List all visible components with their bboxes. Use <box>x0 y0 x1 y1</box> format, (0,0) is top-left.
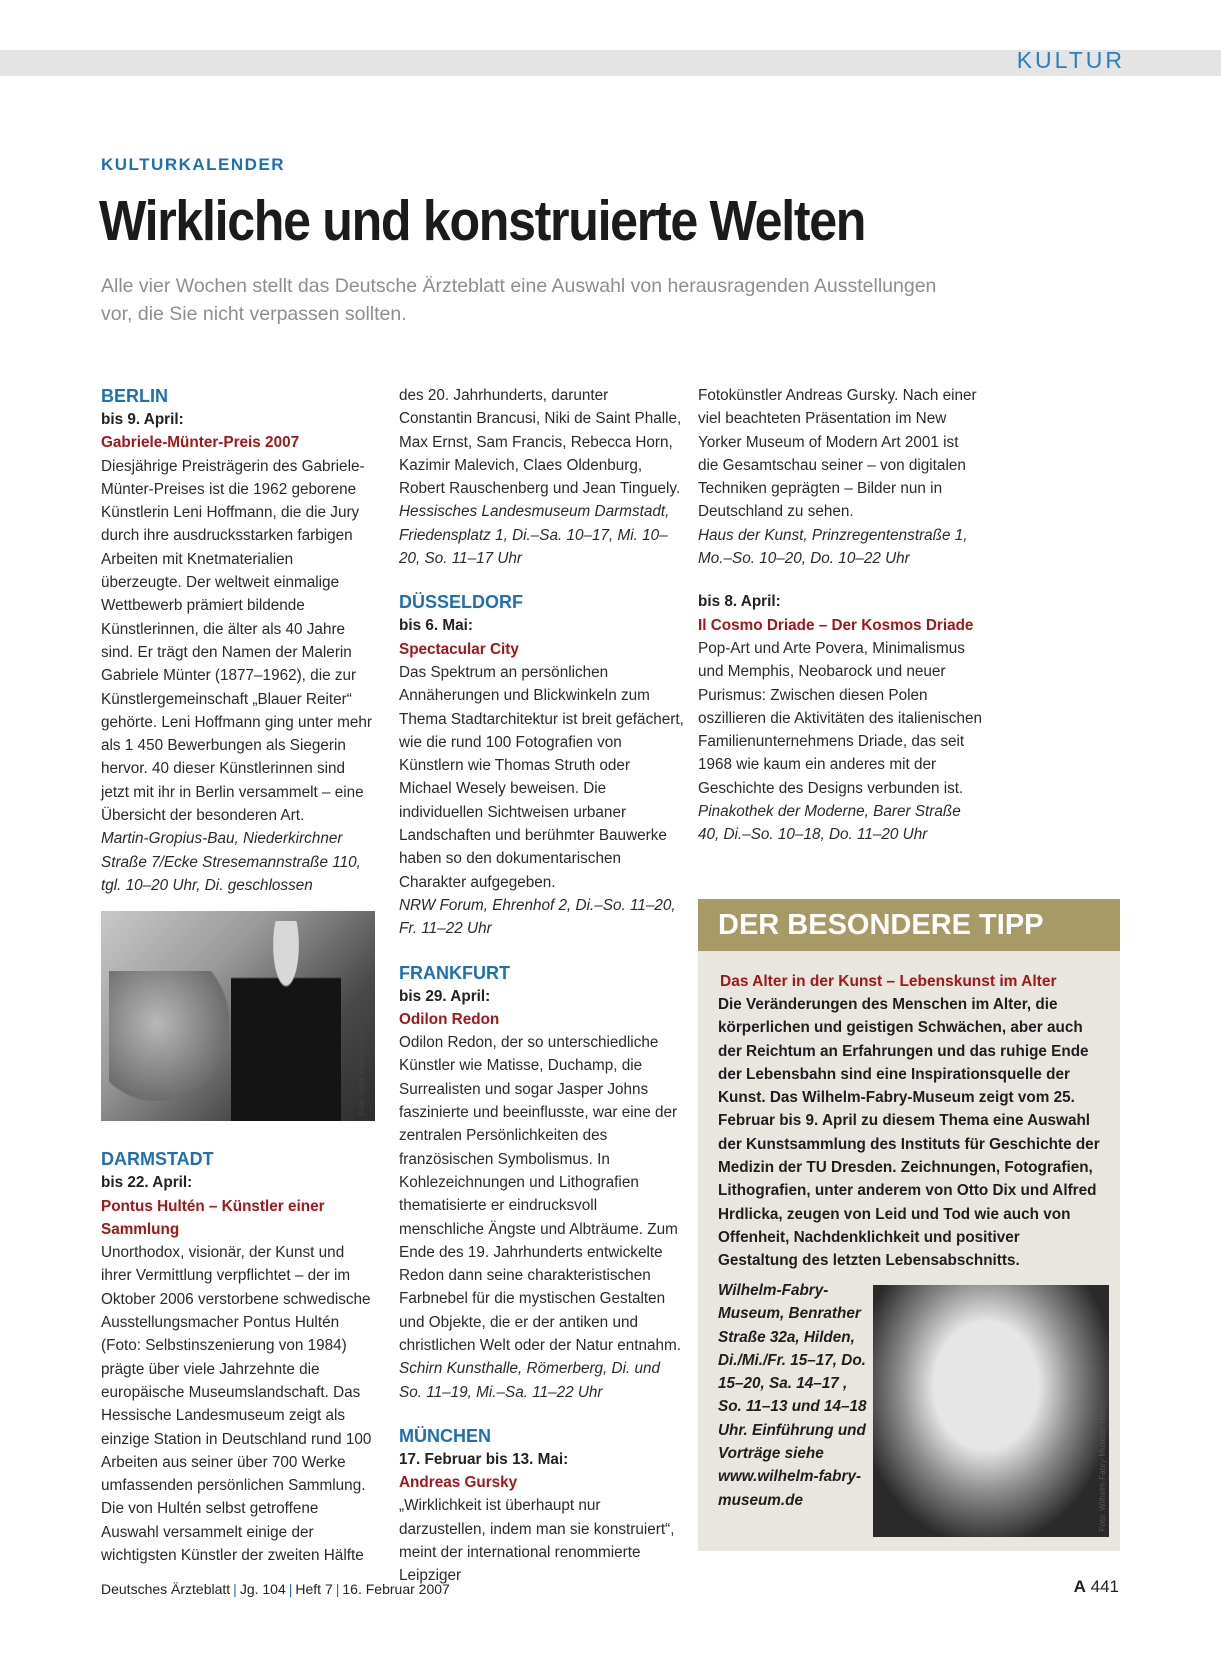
tip-body: Die Veränderungen des Menschen im Alter, die körperlichen und geistigen Schwächen, aber auch der Reichtum an Erfahrungen und das ruhige Ende der Lebensbahn sind eine Inspirationsquelle der Kunst. Das Wilhelm-Fabry-Museum zeigt vom 25. Februar bis 9. April zu diesem Thema eine Auswahl der Kunstsammlung des Instituts für Geschichte der Medizin der TU Dresden. Zeichnungen, Fotografien, Lithografien, unter anderem von Otto Dix und Alfred Hrdlicka, zeugen von Leid und Tod wie auch von Offenheit, Nachdenklichkeit und positiver Gestaltung des letzten Lebensabschnitts. <box>718 996 1100 1270</box>
photo-elderly-man <box>873 1285 1109 1537</box>
tip-venue: Wilhelm-Fabry-Museum, Benrather Straße 32a, Hilden, Di./Mi./Fr. 15–17, Do. 15–20, Sa. 14–17 , So. 11–13 und 14–18 Uhr. Einführung und Vorträge siehe www.wilhelm-fabry-museum.de <box>718 1282 867 1509</box>
entry-body: Odilon Redon, der so unterschiedliche Künstler wie Matisse, Duchamp, die Surrealisten und sogar Jasper Johns faszinierte und beeinflusste, war eine der zentralen Persönlichkeiten des französischen Symbolismus. In Kohlezeichnungen und Lithografien thematisierte er eindrucksvoll menschliche Ängste und Albträume. Zum Ende des 19. Jahrhunderts entwickelte Redon dann seine charakteristischen Farbnebel für die mystischen Gestalten und Objekte, die er der antiken und christlichen Welt oder der Natur entnahm. <box>399 1034 681 1354</box>
photo-person-shape <box>231 921 341 1121</box>
issue-date: 16. Februar 2007 <box>342 1581 450 1597</box>
city-heading: MÜNCHEN <box>399 1425 491 1446</box>
column-3 <box>698 384 983 847</box>
entry-body: „Wirklichkeit ist überhaupt nur darzustellen, indem man sie konstruiert“, meint der international renommierte Leipziger <box>399 1497 675 1585</box>
entry-title: Andreas Gursky <box>399 1474 518 1492</box>
section-label: KULTUR <box>1016 47 1125 73</box>
entry-date: bis 22. April: <box>101 1174 193 1192</box>
footer-citation: Deutsches Ärzteblatt | Jg. 104 | Heft 7 | 16. Februar 2007 <box>101 1581 450 1597</box>
journal-name: Deutsches Ärzteblatt <box>101 1581 231 1597</box>
kicker: KULTURKALENDER <box>101 155 286 174</box>
city-heading: FRANKFURT <box>399 962 510 983</box>
entry-date: bis 8. April: <box>698 593 781 611</box>
entry-date: bis 6. Mai: <box>399 617 473 635</box>
entry-muenchen <box>399 1424 684 1588</box>
entry-title: Il Cosmo Driade – Der Kosmos Driade <box>698 616 974 634</box>
entry-title: Pontus Hultén – Künstler einer Sammlung <box>101 1197 325 1238</box>
entry-title: Spectacular City <box>399 640 519 658</box>
entry-venue: Haus der Kunst, Prinzregentenstraße 1, Mo.–So. 10–20, Do. 10–22 Uhr <box>698 526 968 568</box>
entry-body: Pop-Art und Arte Povera, Minimalismus und Memphis, Neobarock und neuer Purismus: Zwischen diesen Polen oszillieren die Aktivitäten des italienischen Familienunternehmens Driade, das seit 1968 wie kaum ein anderes mit der Geschichte des Designs verbunden ist. <box>698 639 983 797</box>
entry-date: bis 29. April: <box>399 987 491 1005</box>
entry-venue: Martin-Gropius-Bau, Niederkirchner Straße 7/Ecke Stresemannstraße 110, tgl. 10–20 Uhr, Di. geschlossen <box>101 830 361 894</box>
page-prefix: A <box>1073 1577 1086 1596</box>
intro-text: Alle vier Wochen stellt das Deutsche Ärzteblatt eine Auswahl von herausragenden Ausstellungen vor, die Sie nicht verpassen sollten. <box>101 275 937 325</box>
city-heading: BERLIN <box>101 386 168 406</box>
entry-duesseldorf <box>399 590 684 940</box>
entry-body: Unorthodox, visionär, der Kunst und ihrer Vermittlung verpflichtet – der im Oktober 2006 verstorbene schwedische Ausstellungsmacher Pontus Hultén (Foto: Selbstinszenierung von 1984) prägte über viele Jahrzehnte die europäische Museumslandschaft. Das Hessische Landesmuseum zeigt als einzige Station in Deutschland rund 100 Arbeiten aus seiner über 700 Werke umfassenden persönlichen Sammlung. Die von Hultén selbst getroffene Auswahl versammelt einige der wichtigsten Künstler der zweiten Hälfte <box>101 1244 372 1564</box>
headline: Wirkliche und konstruierte Welten <box>99 189 866 253</box>
page-number <box>1074 1577 1119 1597</box>
column-1 <box>101 384 376 1567</box>
entry-berlin <box>101 384 376 897</box>
entry-venue: NRW Forum, Ehrenhof 2, Di.–So. 11–20, Fr. 11–22 Uhr <box>399 896 676 938</box>
city-heading: DARMSTADT <box>101 1149 214 1170</box>
entry-title: Odilon Redon <box>399 1010 500 1028</box>
issue: Heft 7 <box>295 1581 333 1597</box>
entry-body-continued: des 20. Jahrhunderts, darunter Constantin Brancusi, Niki de Saint Phalle, Max Ernst, Sam Francis, Rebecca Horn, Kazimir Malevich, Claes Oldenburg, Robert Rauschenberg und Jean Tinguely. <box>399 387 682 498</box>
tip-title: Das Alter in der Kunst – Lebenskunst im Alter <box>720 973 1057 990</box>
entry-darmstadt <box>101 1147 376 1567</box>
entry-venue: Hessisches Landesmuseum Darmstadt, Friedensplatz 1, Di.–Sa. 10–17, Mi. 10–20, So. 11–17 Uhr <box>399 503 670 568</box>
photo-sculpture-shape <box>109 971 229 1101</box>
column-2 <box>399 384 684 1588</box>
entry-body: Diesjährige Preisträgerin des Gabriele-Münter-Preises ist die 1962 geborene Künstlerin Leni Hoffmann, die die Jury durch ihre ausdrucksstarken farbigen Arbeiten mit Knetmaterialien überzeugte. Der weltweit einmalige Wettbewerb prämiert bildende Künstlerinnen, die älter als 40 Jahre sind. Er trägt den Namen der Malerin Gabriele Münter (1877–1962), die zur Künstlergemeinschaft „Blauer Reiter“ gehörte. Leni Hoffmann ging unter mehr als 1 450 Bewerbungen als Siegerin hervor. 40 dieser Künstlerinnen sind jetzt mit ihr in Berlin versammelt – eine Übersicht der besonderen Art. <box>101 457 372 825</box>
entry-body: Das Spektrum an persönlichen Annäherungen und Blickwinkeln zum Thema Stadtarchitektur ist breit gefächert, wie die rund 100 Fotografien von Künstlern wie Thomas Struth oder Michael Wesely beweisen. Die individuellen Sichtweisen urbaner Landschaften und berühmter Bauwerke haben so den dokumentarischen Charakter aufgegeben. <box>399 663 684 891</box>
photo-credit: Foto: Wilhelm-Fabry-Museum Hilden <box>1098 1400 1107 1531</box>
entry-muenchen-2 <box>698 590 983 846</box>
entry-venue: Pinakothek der Moderne, Barer Straße 40, Di.–So. 10–18, Do. 11–20 Uhr <box>698 803 961 844</box>
page-value: 441 <box>1090 1577 1119 1596</box>
entry-venue: Schirn Kunsthalle, Römerberg, Di. und So. 11–19, Mi.–Sa. 11–22 Uhr <box>399 1360 661 1401</box>
entry-body-continued: Fotokünstler Andreas Gursky. Nach einer viel beachteten Präsentation im New Yorker Museum of Modern Art 2001 ist die Gesamtschau seiner – von digitalen Techniken geprägten – Bilder nun in Deutschland zu sehen. <box>698 387 977 521</box>
entry-date: 17. Februar bis 13. Mai: <box>399 1450 569 1468</box>
entry-frankfurt <box>399 961 684 1404</box>
photo-credit: Foto: Hans Hammarskiöld <box>356 1022 366 1116</box>
volume: Jg. 104 <box>239 1581 286 1597</box>
special-tip-box <box>698 899 1120 1551</box>
city-heading: DÜSSELDORF <box>399 592 524 613</box>
tip-header: DER BESONDERE TIPP <box>698 899 1120 951</box>
entry-date: bis 9. April: <box>101 411 184 428</box>
photo-pontus-hulten <box>101 911 375 1121</box>
entry-title: Gabriele-Münter-Preis 2007 <box>101 434 300 452</box>
